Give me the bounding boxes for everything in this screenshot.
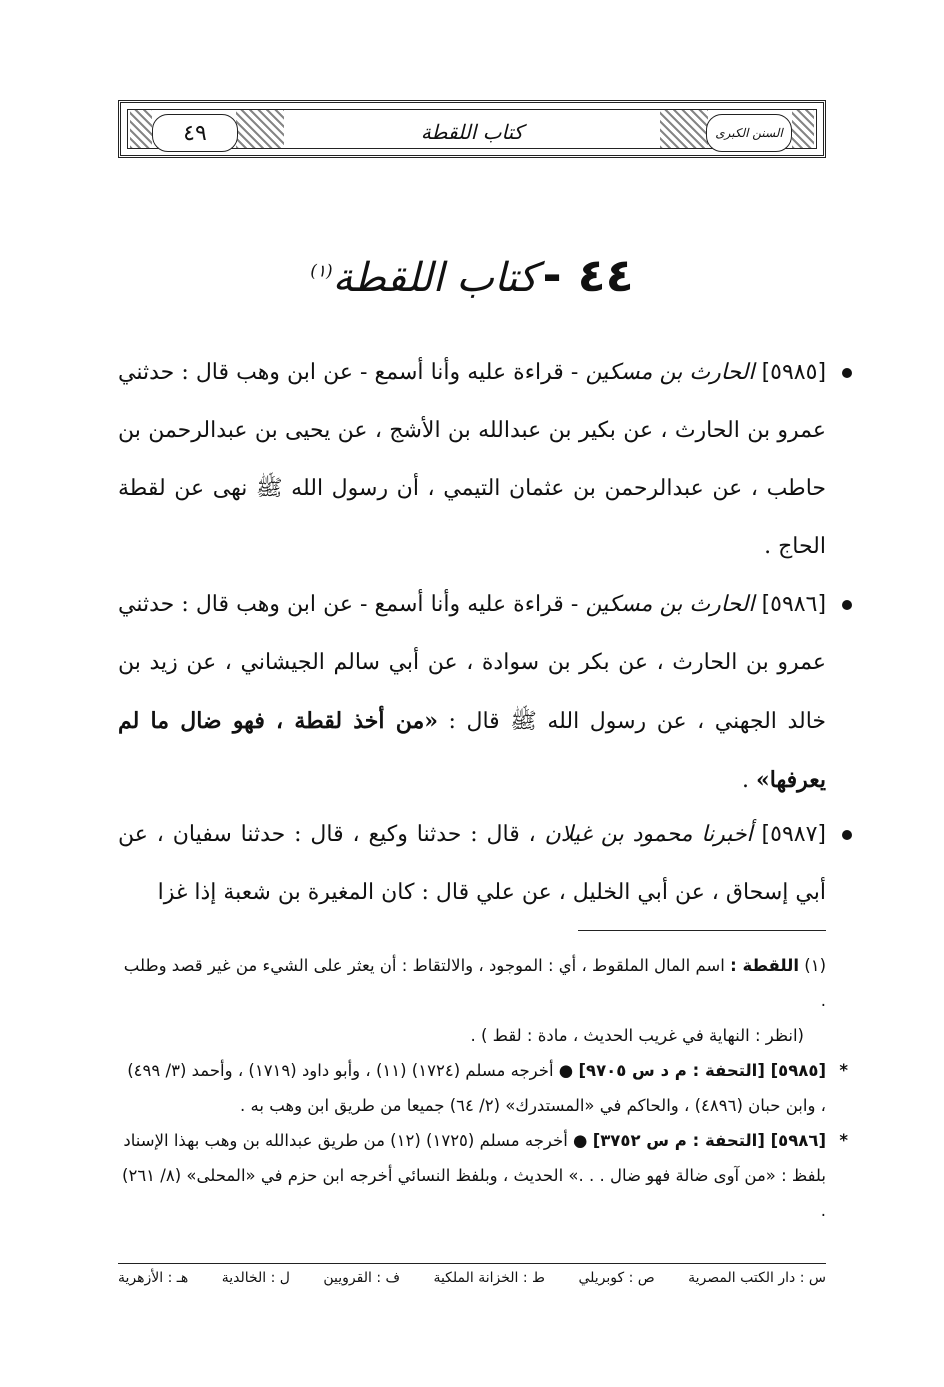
bullet-icon	[842, 830, 852, 840]
footnote-id: [٥٩٨٥] [التحفة : م د س ٩٧٠٥]	[578, 1061, 826, 1080]
hadith-5985	[118, 344, 826, 576]
hadith-number: [٥٩٨٦]	[761, 592, 827, 617]
star-icon: *	[839, 1131, 848, 1150]
hadith-5986	[118, 576, 826, 810]
chapter-number: ٤٤ -	[542, 248, 634, 302]
bullet-icon	[842, 368, 852, 378]
footnote-separator	[578, 930, 826, 931]
chapter-heading	[0, 248, 944, 308]
sigla-item: هـ : الأزهرية	[118, 1270, 189, 1286]
header-inner-border	[127, 109, 817, 149]
footnote-1-reference: (انظر : النهاية في غريب الحديث ، مادة : لقط ) .	[470, 1026, 804, 1045]
footnote-text: ● أخرجه مسلم (١٧٢٥) (١٢) من طريق عبدالله بن وهب بهذا الإسناد بلفظ : «من آوى ضالة فهو ضال . . .» الحديث ، وبلفظ النسائي أخرجه ابن حزم في «المحلى» (٨/ ٢٦١) .	[122, 1131, 826, 1220]
hadith-narrator: أخبرنا محمود بن غيلان	[544, 822, 753, 847]
hadith-end: .	[742, 768, 749, 793]
hadith-text: ، قال : حدثنا وكيع ، قال : حدثنا سفيان ، عن أبي إسحاق ، عن أبي الخليل ، عن علي قال : كان المغيرة بن شعبة إذا غزا	[118, 822, 826, 905]
hadith-text: - قراءة عليه وأنا أسمع - عن ابن وهب قال : حدثني عمرو بن الحارث ، عن بكر بن سوادة ، عن أبي سالم الجيشاني ، عن زيد بن خالد الجهني ، عن رسول الله ﷺ قال :	[118, 592, 826, 734]
chapter-title-text: كتاب اللقطة	[332, 255, 538, 301]
sigla-item: ف : القرويين	[323, 1270, 401, 1286]
footnote-text: اسم المال الملقوط ، أي : الموجود ، والالتقاط : أن يعثر على الشيء من غير قصد وطلب .	[123, 956, 826, 1010]
sigla-item: ص : كوبريلي	[578, 1270, 655, 1286]
hadith-text: - قراءة عليه وأنا أسمع - عن ابن وهب قال : حدثني عمرو بن الحارث ، عن بكير بن عبدالله بن الأشج ، عن يحيى بن عبدالرحمن بن حاطب ، عن عبدالرحمن بن عثمان التيمي ، أن رسول الله ﷺ نهى عن لقطة الحاج .	[118, 360, 826, 559]
hadith-block	[118, 806, 826, 922]
hadith-number: [٥٩٨٥]	[761, 360, 827, 385]
footnote-term: اللقطة :	[730, 956, 799, 975]
ornament-band	[660, 110, 708, 148]
sigla-item: ط : الخزانة الملكية	[433, 1270, 546, 1286]
footnote-1	[118, 948, 826, 1018]
star-icon: *	[839, 1061, 848, 1080]
footnote-2	[118, 1053, 848, 1123]
footnote-number: (١)	[804, 956, 826, 975]
footnotes	[118, 948, 848, 1228]
hadith-narrator: الحارث بن مسكين	[585, 360, 755, 385]
sigla-item: س : دار الكتب المصرية	[688, 1270, 826, 1286]
hadith-quote: «من أخذ لقطة ، فهو ضال ما لم يعرفها»	[118, 708, 826, 793]
hadith-narrator: الحارث بن مسكين	[585, 592, 755, 617]
hadith-block	[118, 576, 826, 810]
ornament-band	[130, 110, 152, 148]
footnote-3	[118, 1123, 848, 1228]
running-header	[118, 100, 826, 158]
ornament-band	[236, 110, 284, 148]
ornament-band	[792, 110, 814, 148]
hadith-5987	[118, 806, 826, 922]
hadith-number: [٥٩٨٧]	[761, 822, 826, 847]
hadith-block	[118, 344, 826, 576]
footnote-text: ● أخرجه مسلم (١٧٢٤) (١١) ، وأبو داود (١٧١٩) ، وأحمد (٣/ ٤٩٩) ، وابن حبان (٤٨٩٦) ، والحاكم في «المستدرك» (٢/ ٦٤) جميعا من طريق ابن وهب به .	[127, 1061, 826, 1115]
sigla-item: ل : الخالدية	[221, 1270, 290, 1286]
manuscript-sigla	[118, 1270, 826, 1298]
chapter-title	[310, 255, 537, 301]
footnote-ref: (١)	[310, 261, 333, 282]
book-logo: السنن الكبرى	[706, 114, 792, 152]
bullet-icon	[842, 600, 852, 610]
running-title: كتاب اللقطة	[420, 120, 524, 144]
sigla-separator	[118, 1263, 826, 1264]
footnote-id: [٥٩٨٦] [التحفة : م س ٣٧٥٢]	[592, 1131, 826, 1150]
page-number: ٤٩	[152, 114, 238, 152]
